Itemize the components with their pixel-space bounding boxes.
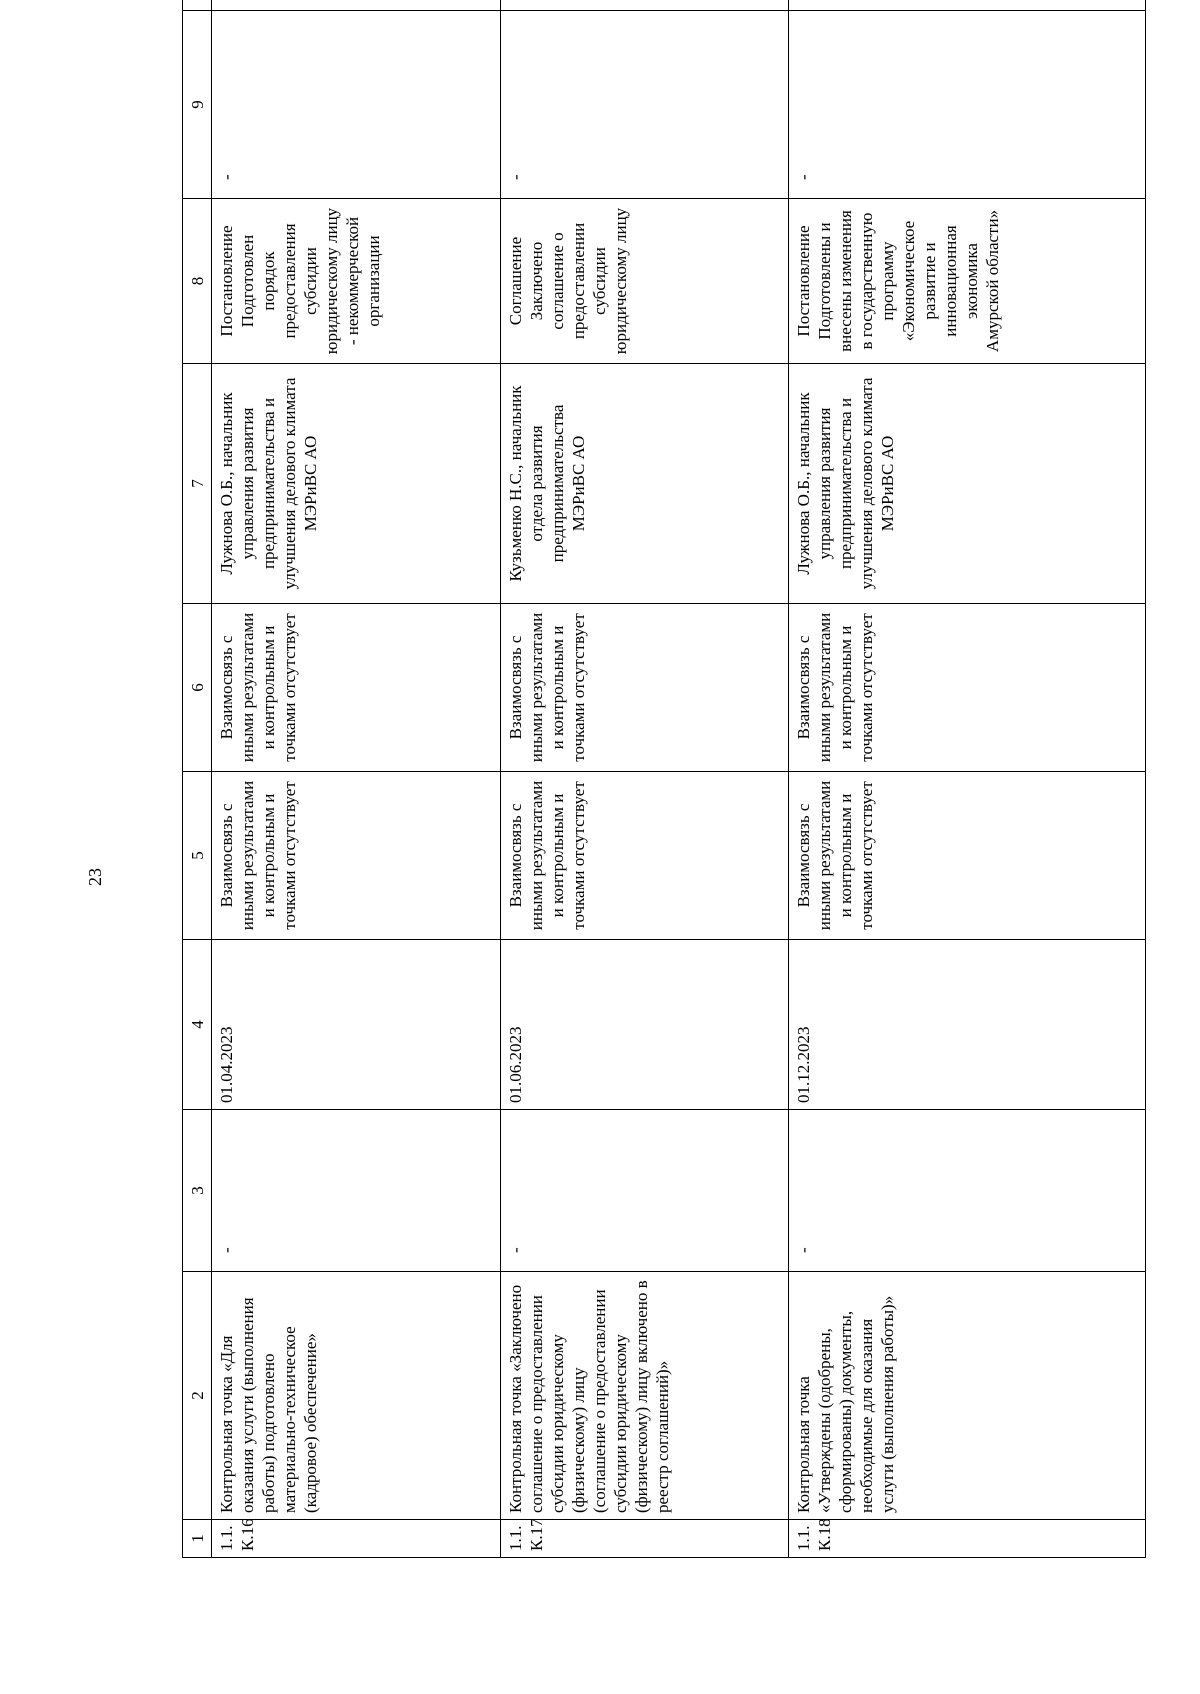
relation-col5: Взаимосвязь с иными результатами и контрольным и точками отсутствует [500, 772, 789, 940]
row-number: 1.1. К.18 [789, 1520, 1146, 1558]
cell-col3: - [500, 1110, 789, 1272]
column-header-2: 2 [183, 1272, 212, 1520]
table-row [500, 0, 789, 1558]
result-document: Постановление Подготовлены и внесены изменения в государственную программу «Экономическое развитие и инновационная экономика Амурской области» [789, 199, 1146, 364]
deadline-date: 01.06.2023 [500, 940, 789, 1110]
row-number: 1.1. К.16 [212, 1520, 501, 1558]
information-system [212, 0, 501, 11]
control-point-description: Контрольная точка «Заключено соглашение о предоставлении субсидии юридическому (физическому) лицу (соглашение о предоставлении субсидии юридическому (физическому) лицу включено в реестр соглашений)» [500, 1272, 789, 1520]
control-point-description: Контрольная точка «Для оказания услуги (выполнения работы) подготовлено материально-техническое (кадровое) обеспечение» [212, 1272, 501, 1520]
table-row [212, 0, 501, 1558]
information-system [500, 0, 789, 11]
page-number: 23 [85, 868, 105, 886]
deadline-date: 01.12.2023 [789, 940, 1146, 1110]
column-header-3: 3 [183, 1110, 212, 1272]
cell-col3: - [212, 1110, 501, 1272]
row-number: 1.1. К.17 [500, 1520, 789, 1558]
responsible-person: Лужнова О.Б., начальник управления развития предпринимательства и улучшения делового климата МЭРиВС АО [212, 364, 501, 604]
column-header-1: 1 [183, 1520, 212, 1558]
column-header-10 [183, 0, 212, 11]
responsible-person: Лужнова О.Б., начальник управления развития предпринимательства и улучшения делового климата МЭРиВС АО [789, 364, 1146, 604]
cell-col3: - [789, 1110, 1146, 1272]
column-header-7: 7 [183, 364, 212, 604]
cell-col9: - [789, 11, 1146, 199]
cell-col9: - [500, 11, 789, 199]
column-header-6: 6 [183, 604, 212, 772]
column-header-8: 8 [183, 199, 212, 364]
rotated-table-container [182, 42, 1146, 1558]
relation-col5: Взаимосвязь с иными результатами и контрольным и точками отсутствует [789, 772, 1146, 940]
result-document: Постановление Подготовлен порядок предоставления субсидии юридическому лицу - некоммерческой организации [212, 199, 501, 364]
column-header-9: 9 [183, 11, 212, 199]
relation-col5: Взаимосвязь с иными результатами и контрольным и точками отсутствует [212, 772, 501, 940]
responsible-person: Кузьменко Н.С., начальник отдела развития предпринимательства МЭРиВС АО [500, 364, 789, 604]
relation-col6: Взаимосвязь с иными результатами и контрольным и точками отсутствует [500, 604, 789, 772]
table-row [789, 0, 1146, 1558]
result-document: Соглашение Заключено соглашение о предоставлении субсидии юридическому лицу [500, 199, 789, 364]
control-point-description: Контрольная точка «Утверждены (одобрены, сформированы) документы, необходимые для оказания услуги (выполнения работы)» [789, 1272, 1146, 1520]
relation-col6: Взаимосвязь с иными результатами и контрольным и точками отсутствует [212, 604, 501, 772]
cell-col9: - [212, 11, 501, 199]
relation-col6: Взаимосвязь с иными результатами и контрольным и точками отсутствует [789, 604, 1146, 772]
control-points-table [182, 0, 1146, 1558]
header-row [183, 0, 212, 1558]
column-header-4: 4 [183, 940, 212, 1110]
information-system [789, 0, 1146, 11]
column-header-5: 5 [183, 772, 212, 940]
deadline-date: 01.04.2023 [212, 940, 501, 1110]
